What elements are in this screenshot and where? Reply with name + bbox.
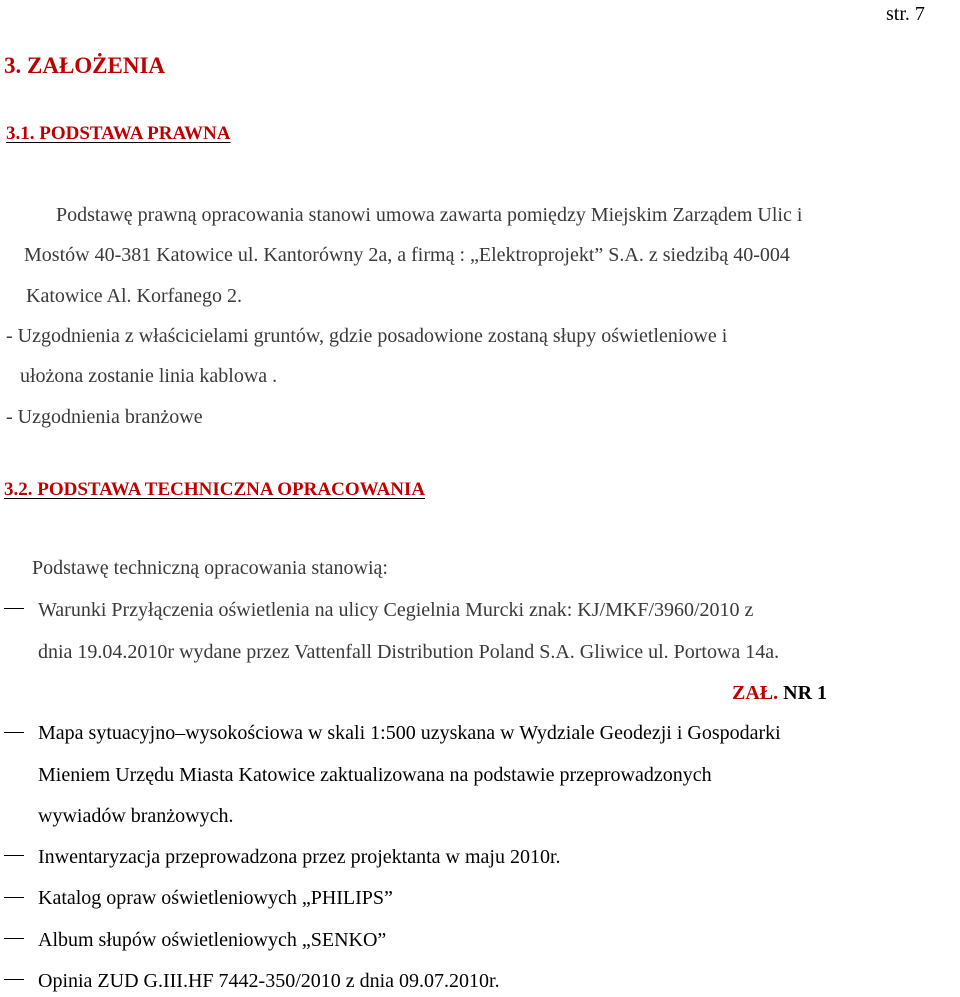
technical-intro: Podstawę techniczną opracowania stanowią: (32, 557, 388, 579)
bullet-dash (4, 732, 24, 733)
list-item-connection-conditions: Warunki Przyłączenia oświetlenia na ulicy Cegielnia Murcki znak: KJ/MKF/3960/2010 z (38, 599, 754, 621)
list-item-continuation: Mieniem Urzędu Miasta Katowice zaktualizowana na podstawie przeprowadzonych (38, 764, 712, 786)
list-item-continuation: wywiadów branżowych. (38, 805, 234, 827)
bullet-dash (4, 608, 24, 609)
list-item-album: Album słupów oświetleniowych „SENKO” (38, 929, 387, 951)
list-item-continuation: dnia 19.04.2010r wydane przez Vattenfall Distribution Poland S.A. Gliwice ul. Portowa 14a. (38, 641, 780, 663)
section-heading: 3. ZAŁOŻENIA (4, 53, 166, 78)
bullet-dash (4, 979, 24, 980)
bullet-dash (4, 897, 24, 898)
bullet-dash (4, 938, 24, 939)
paragraph-line: Podstawę prawną opracowania stanowi umowa zawarta pomiędzy Miejskim Zarządem Ulic i (56, 204, 803, 226)
list-item-landowner-agreements: - Uzgodnienia z właścicielami gruntów, gdzie posadowione zostaną słupy oświetleniowe i (6, 325, 728, 347)
list-item-map: Mapa sytuacyjno–wysokościowa w skali 1:500 uzyskana w Wydziale Geodezji i Gospodarki (38, 722, 781, 744)
list-item-opinion: Opinia ZUD G.III.HF 7442-350/2010 z dnia 09.07.2010r. (38, 970, 500, 992)
paragraph-line: Mostów 40-381 Katowice ul. Kantorówny 2a, a firmą : „Elektroprojekt” S.A. z siedzibą 40-004 (24, 244, 790, 266)
page-number: str. 7 (886, 3, 925, 25)
subsection-heading-technical-basis: 3.2. PODSTAWA TECHNICZNA OPRACOWANIA (4, 479, 426, 500)
attachment-zal: ZAŁ. (732, 682, 779, 704)
list-item-catalog: Katalog opraw oświetleniowych „PHILIPS” (38, 887, 393, 909)
paragraph-line: Katowice Al. Korfanego 2. (26, 285, 243, 307)
list-item-continuation: ułożona zostanie linia kablowa . (20, 365, 278, 387)
attachment-label (732, 681, 827, 705)
bullet-dash (4, 855, 24, 856)
attachment-number: NR 1 (783, 682, 828, 704)
subsection-heading-legal-basis: 3.1. PODSTAWA PRAWNA (6, 123, 231, 144)
list-item-industry-agreements: - Uzgodnienia branżowe (6, 406, 203, 428)
list-item-inventory: Inwentaryzacja przeprowadzona przez projektanta w maju 2010r. (38, 846, 561, 868)
